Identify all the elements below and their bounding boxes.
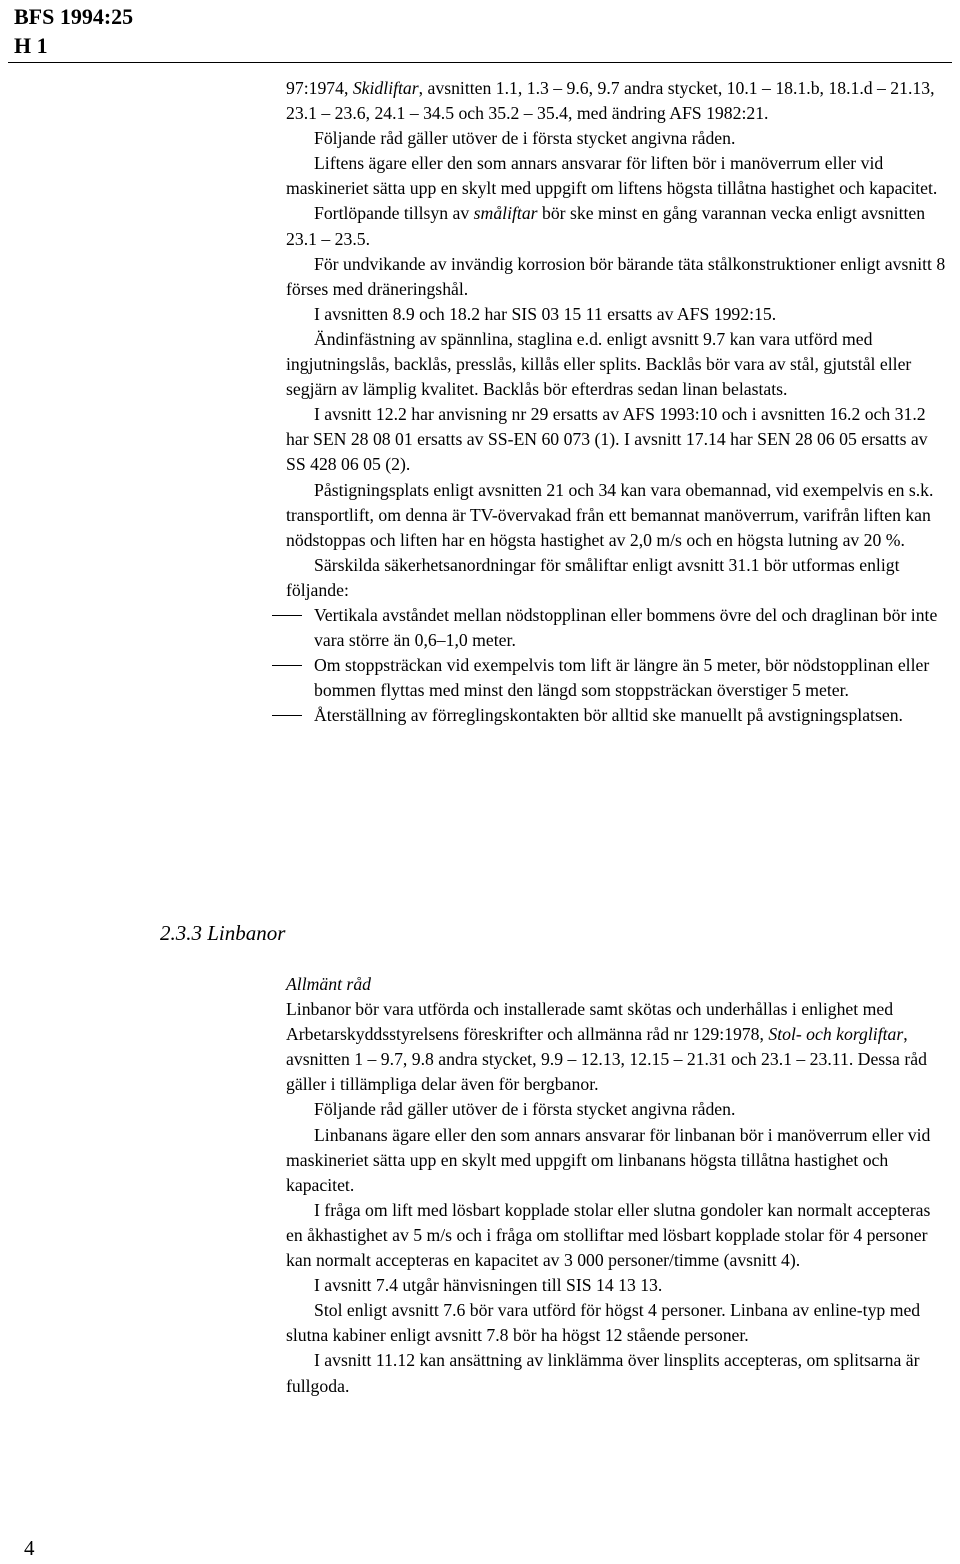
text-run: Linbanor bör vara utförda och installerade samt skötas och underhållas i enlighet med Arbetarskyddsstyrelsens föreskrifter och allmänna råd nr 129:1978,: [286, 999, 894, 1045]
body-text-lower: [286, 972, 950, 1399]
paragraph: I avsnitt 12.2 har anvisning nr 29 ersatts av AFS 1993:10 och i avsnitten 16.2 och 31.2 har SEN 28 08 01 ersatts av SS-EN 60 073 (1). I avsnitt 17.14 har SEN 28 06 05 ersatts av SS 428 06 05 (2).: [286, 404, 928, 475]
paragraph: [286, 997, 950, 1097]
paragraph: I fråga om lift med lösbart kopplade stolar eller slutna gondoler kan normalt accepteras en åkhastighet av 5 m/s och i fråga om stolliftar med lösbart kopplade stolar för 4 personer kan normalt accepteras en kapacitet av 3 000 personer/timme (avsnitt 4).: [286, 1199, 931, 1271]
italic-title: Stol- och korgliftar: [768, 1024, 904, 1045]
paragraph: Ändinfästning av spännlina, staglina e.d. enligt avsnitt 9.7 kan vara utförd med ingjutningslås, backlås, presslås, killås eller splits. Backlås bör vara av stål, gjutstål eller segjärn av lämplig kvalitet. Backlås bör efterdras sedan linan belastats.: [286, 328, 912, 400]
dash-bullet-icon: [272, 715, 302, 716]
dash-list: [286, 603, 950, 728]
paragraph: Följande råd gäller utöver de i första stycket angivna råden.: [314, 128, 736, 149]
list-item-text: Om stoppsträckan vid exempelvis tom lift är längre än 5 meter, bör nödstopplinan eller bommen flyttas med minst den längd som stoppsträckan överstiger 5 meter.: [314, 655, 930, 701]
document-section-code: H 1: [14, 33, 48, 58]
text-run: bör ske minst en gång varannan vecka enligt avsnitten 23.1 – 23.5.: [286, 203, 926, 249]
text-run: , avsnitten 1.1, 1.3 – 9.6, 9.7 andra stycket, 10.1 – 18.1.b, 18.1.d – 21.13, 23.1 – 23.6, 24.1 – 34.5 och 35.2 – 35.4, med ändring AFS 1982:21.: [286, 78, 935, 124]
paragraph: I avsnitt 11.12 kan ansättning av linklämma över linsplits accepteras, om splitsarna är fullgoda.: [286, 1350, 920, 1396]
paragraph: För undvikande av invändig korrosion bör bärande täta stålkonstruktioner enligt avsnitt 8 förses med dräneringshål.: [286, 253, 946, 299]
dash-bullet-icon: [272, 665, 302, 666]
list-item-text: Vertikala avståndet mellan nödstopplinan eller bommens övre del och draglinan bör inte vara större än 0,6–1,0 meter.: [314, 604, 938, 651]
paragraph: [286, 76, 950, 126]
paragraph: [286, 201, 950, 251]
paragraph: Påstigningsplats enligt avsnitten 21 och 34 kan vara obemannad, vid exempelvis en s.k. transportlift, om denna är TV-övervakad från ett bemannat manöverrum, varifrån liften kan nödstoppas och liften har en högsta hastighet av 2,0 m/s och en högsta lutning av 20 %.: [286, 479, 934, 550]
paragraph: Stol enligt avsnitt 7.6 bör vara utförd för högst 4 personer. Linbana av enline-typ med slutna kabiner enligt avsnitt 7.8 bör ha högst 12 stående personer.: [286, 1300, 921, 1346]
paragraph: Särskilda säkerhetsanordningar för småliftar enligt avsnitt 31.1 bör utformas enligt följande:: [286, 554, 900, 600]
paragraph: I avsnitt 7.4 utgår hänvisningen till SIS 14 13 13.: [314, 1275, 663, 1296]
general-advice-label: Allmänt råd: [286, 974, 372, 994]
list-item: [286, 603, 950, 653]
paragraph: I avsnitten 8.9 och 18.2 har SIS 03 15 11 ersatts av AFS 1992:15.: [314, 303, 777, 324]
text-run: Fortlöpande tillsyn av: [314, 203, 474, 224]
paragraph: Linbanans ägare eller den som annars ansvarar för linbanan bör i manöverrum eller vid maskineriet sätta upp en skylt med uppgift om linbanans högsta tillåtna hastighet och kapacitet.: [286, 1124, 931, 1195]
body-text-upper: [286, 76, 950, 728]
italic-title: Skidliftar: [352, 78, 419, 98]
dash-bullet-icon: [272, 615, 302, 616]
header-divider: [8, 62, 952, 63]
italic-term: småliftar: [473, 203, 538, 224]
text-run: , avsnitten 1 – 9.7, 9.8 andra stycket, 9.9 – 12.13, 12.15 – 21.31 och 23.1 – 23.11. Dessa råd gäller i tillämpliga delar även för bergbanor.: [286, 1024, 927, 1095]
page-header: [14, 2, 954, 60]
document-reference: BFS 1994:25: [14, 4, 134, 29]
text-run: 97:1974,: [286, 78, 353, 98]
paragraph: Följande råd gäller utöver de i första stycket angivna råden.: [314, 1099, 736, 1120]
list-item-text: Återställning av förreglingskontakten bör alltid ske manuellt på avstigningsplatsen.: [314, 705, 903, 726]
paragraph: Liftens ägare eller den som annars ansvarar för liften bör i manöverrum eller vid maskineriet sätta upp en skylt med uppgift om liftens högsta tillåtna hastighet och kapacitet.: [286, 153, 938, 199]
page-number: 4: [24, 1536, 35, 1560]
section-heading: 2.3.3 Linbanor: [160, 921, 286, 945]
list-item: [286, 653, 950, 703]
list-item: [286, 703, 950, 728]
